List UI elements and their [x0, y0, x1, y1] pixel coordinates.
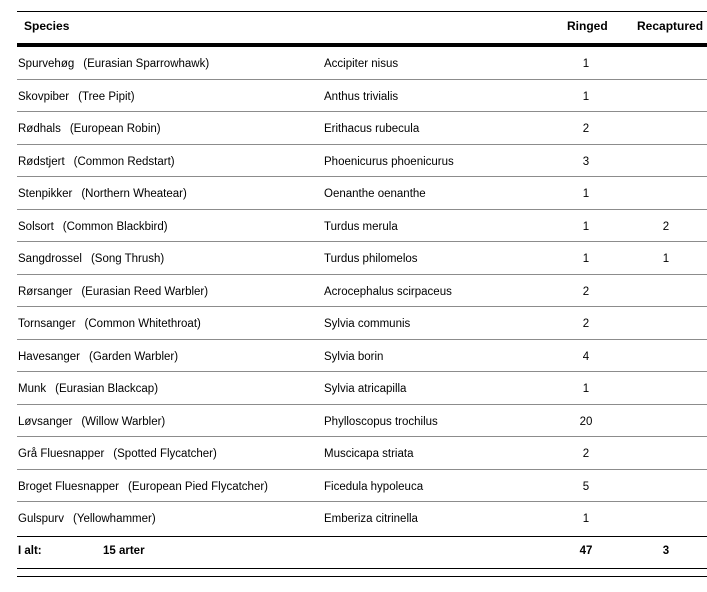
table-row [17, 145, 707, 178]
row-ringed: 1 [582, 383, 590, 395]
total-row [17, 537, 707, 568]
row-ringed: 1 [582, 253, 590, 265]
row-species-name: Munk (Eurasian Blackcap) [18, 383, 159, 395]
row-latin-name: Accipiter nisus [324, 58, 399, 70]
footer-rule [17, 576, 707, 577]
row-ringed: 1 [582, 220, 590, 233]
row-ringed: 2 [582, 123, 590, 135]
row-latin-name: Turdus merula [324, 220, 398, 233]
row-species-name: Gulspurv (Yellowhammer) [18, 513, 156, 525]
row-species-name: Rødstjert (Common Redstart) [18, 155, 175, 168]
row-latin-name: Oenanthe oenanthe [324, 188, 426, 200]
row-ringed: 1 [582, 188, 590, 200]
table-body [17, 47, 707, 535]
row-latin-name: Emberiza citrinella [324, 513, 418, 525]
table-row [17, 470, 707, 503]
row-recaptured: 1 [662, 253, 670, 265]
table-row [17, 405, 707, 438]
row-ringed: 5 [582, 480, 590, 493]
total-label: I alt: [18, 545, 42, 557]
row-latin-name: Sylvia borin [324, 350, 384, 363]
total-recaptured: 3 [662, 545, 670, 557]
row-latin-name: Muscicapa striata [324, 448, 414, 460]
row-ringed: 2 [582, 285, 590, 298]
row-ringed: 3 [582, 155, 590, 168]
row-latin-name: Erithacus rubecula [324, 123, 420, 135]
row-latin-name: Anthus trivialis [324, 90, 399, 103]
row-species-name: Broget Fluesnapper (European Pied Flycatcher) [18, 480, 268, 493]
table-header [17, 12, 707, 43]
row-species-name: Stenpikker (Northern Wheatear) [18, 188, 187, 200]
table-row [17, 275, 707, 308]
row-species-name: Løvsanger (Willow Warbler) [18, 415, 166, 428]
total-ringed: 47 [579, 545, 593, 557]
row-ringed: 1 [582, 90, 590, 103]
row-ringed: 20 [579, 415, 593, 428]
table-row [17, 242, 707, 275]
row-ringed: 1 [582, 513, 590, 525]
row-species-name: Tornsanger (Common Whitethroat) [18, 318, 201, 330]
row-latin-name: Sylvia atricapilla [324, 383, 407, 395]
table-row [17, 340, 707, 373]
table-row [17, 210, 707, 243]
table-row [17, 47, 707, 80]
table-row [17, 502, 707, 535]
row-latin-name: Ficedula hypoleuca [324, 480, 424, 493]
table-row [17, 112, 707, 145]
row-species-name: Rødhals (European Robin) [18, 123, 161, 135]
row-ringed: 2 [582, 318, 590, 330]
row-species-name: Spurvehøg (Eurasian Sparrowhawk) [18, 58, 210, 70]
total-species-count: 15 arter [103, 545, 145, 557]
row-species-name: Sangdrossel (Song Thrush) [18, 253, 165, 265]
table-row [17, 307, 707, 340]
table-bottom-rule [17, 568, 707, 569]
row-latin-name: Turdus philomelos [324, 253, 418, 265]
row-ringed: 4 [582, 350, 590, 363]
row-ringed: 1 [582, 58, 590, 70]
row-species-name: Skovpiber (Tree Pipit) [18, 90, 135, 103]
table-row [17, 177, 707, 210]
table-row [17, 80, 707, 113]
row-latin-name: Acrocephalus scirpaceus [324, 285, 452, 298]
row-species-name: Solsort (Common Blackbird) [18, 220, 168, 233]
header-species: Species [24, 19, 70, 33]
row-species-name: Grå Fluesnapper (Spotted Flycatcher) [18, 448, 217, 460]
row-latin-name: Phylloscopus trochilus [324, 415, 438, 428]
table-row [17, 372, 707, 405]
header-recaptured: Recaptured [637, 19, 704, 33]
row-latin-name: Sylvia communis [324, 318, 411, 330]
row-species-name: Rørsanger (Eurasian Reed Warbler) [18, 285, 209, 298]
table-row [17, 437, 707, 470]
row-ringed: 2 [582, 448, 590, 460]
header-ringed: Ringed [567, 19, 608, 33]
row-latin-name: Phoenicurus phoenicurus [324, 155, 454, 168]
row-recaptured: 2 [662, 220, 670, 233]
row-species-name: Havesanger (Garden Warbler) [18, 350, 179, 363]
